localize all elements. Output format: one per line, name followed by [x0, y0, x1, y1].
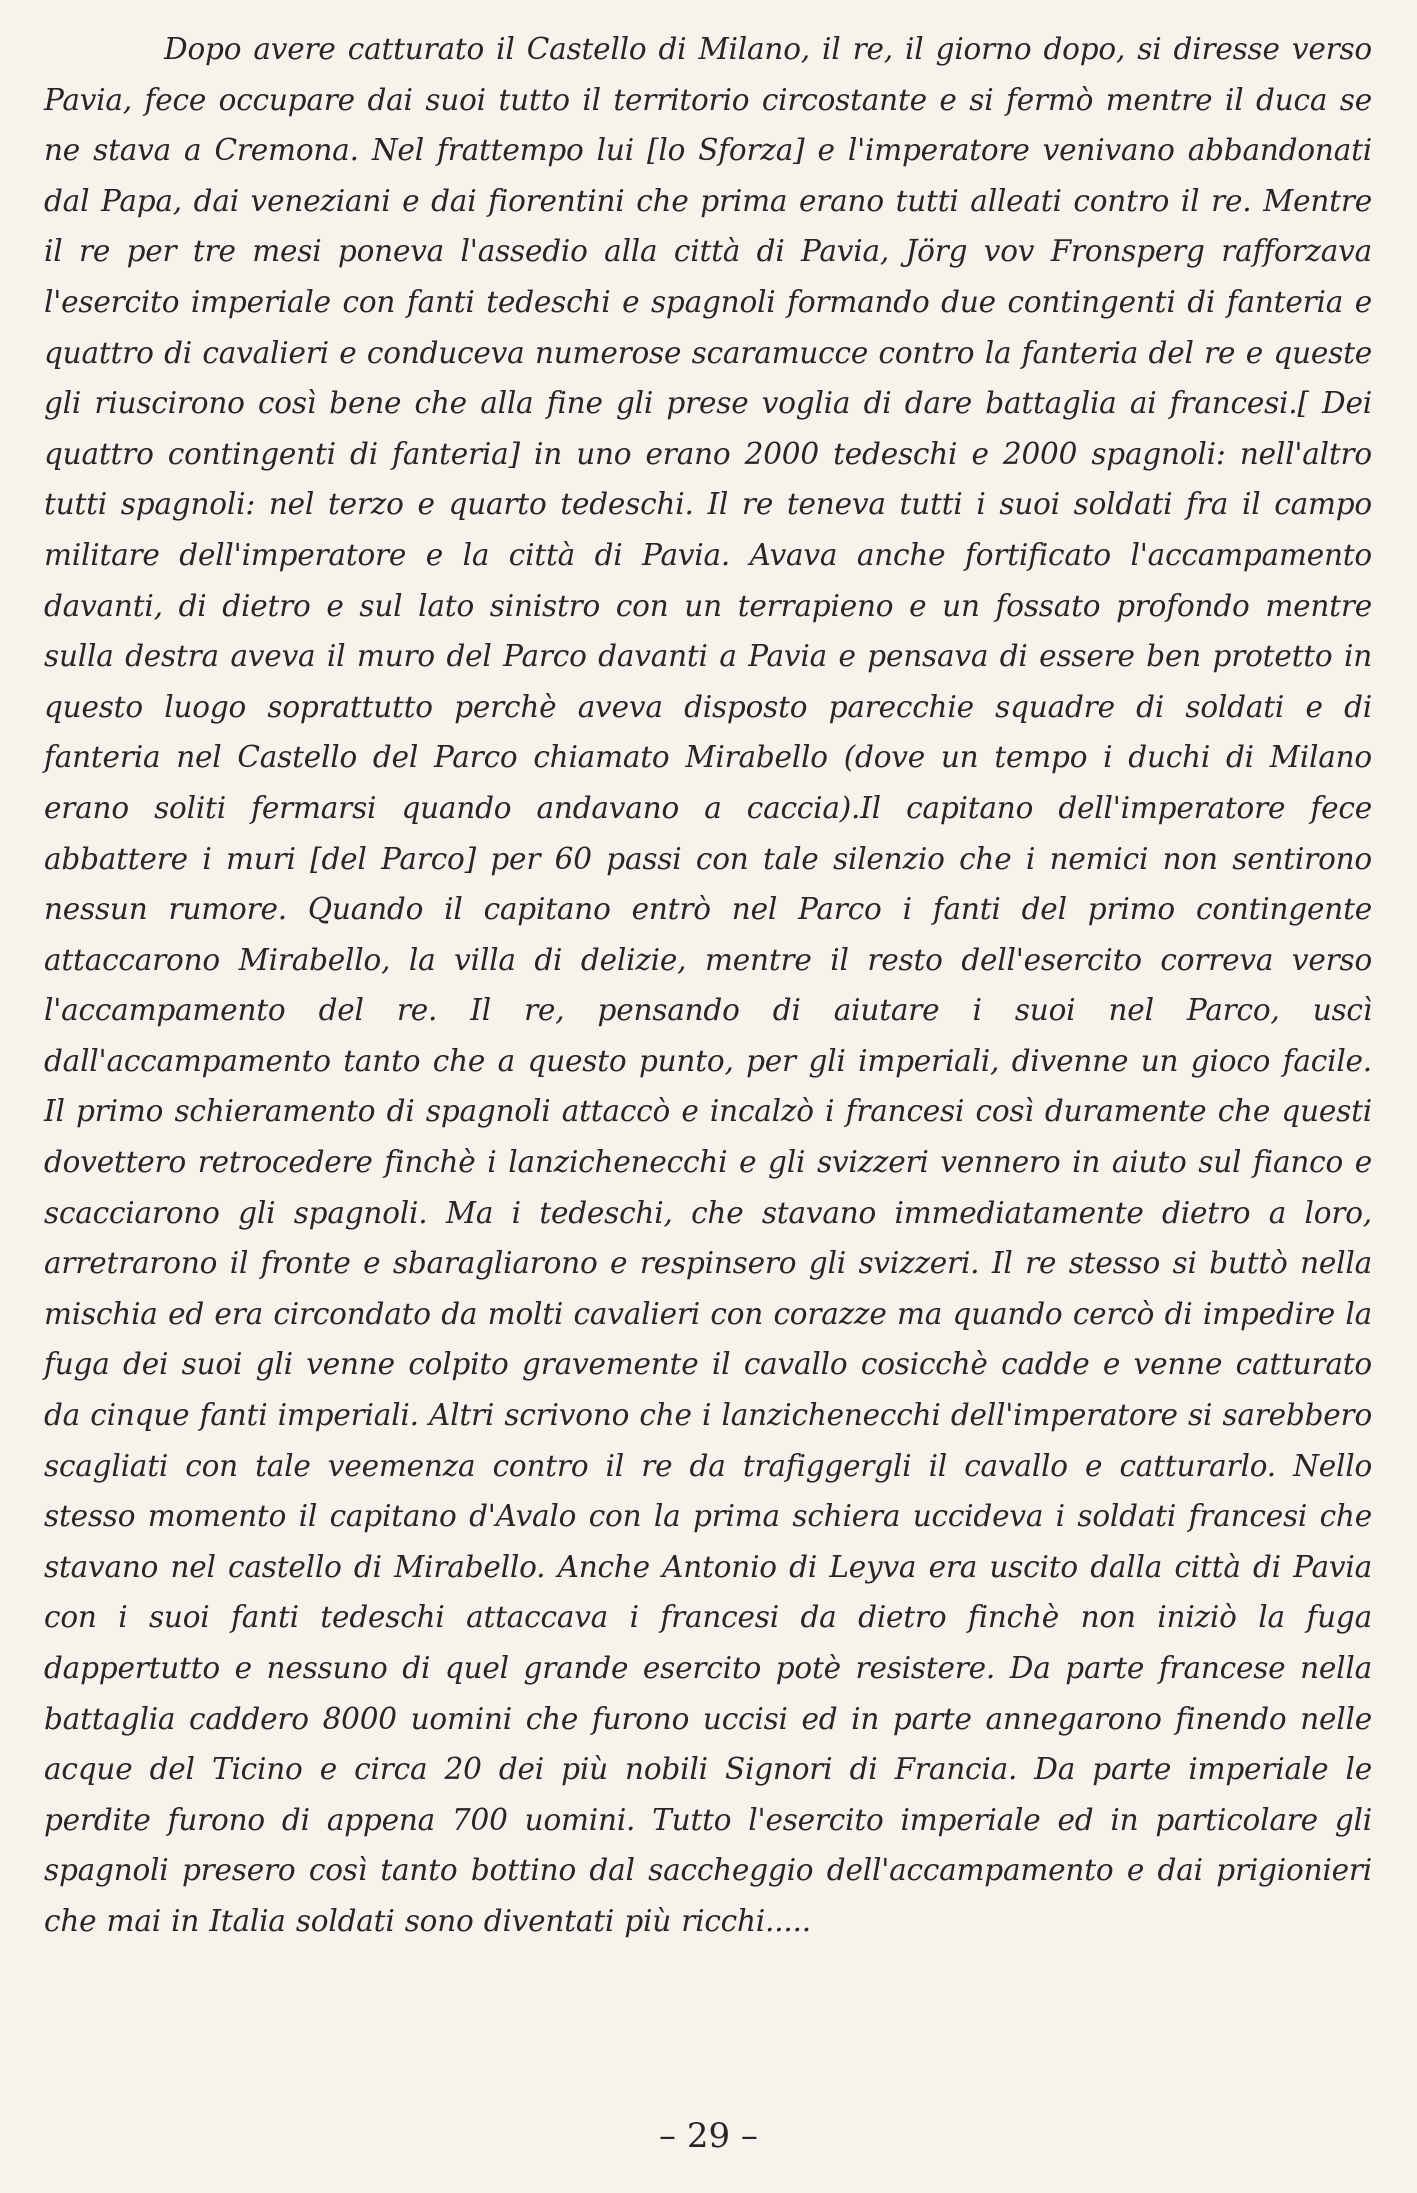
page-number: – 29 –	[659, 2116, 758, 2156]
body-text: Dopo avere catturato il Castello di Milano, il re, il giorno dopo, si diresse verso Pavia, fece occupare dai suoi tutto il territorio circostante e si fermò mentre il duca se ne stava a Cremona. Nel frattempo lui [lo Sforza] e l'imperatore venivano abbandonati dal Papa, dai veneziani e dai fiorentini che prima erano tutti alleati contro il re. Mentre il re per tre mesi poneva l'assedio alla città di Pavia, Jörg vov Fronsperg rafforzava l'esercito imperiale con fanti tedeschi e spagnoli formando due contingenti di fanteria e quattro di cavalieri e conduceva numerose scaramucce contro la fanteria del re e queste gli riuscirono così bene che alla fine gli prese voglia di dare battaglia ai francesi.[ Dei quattro contingenti di fanteria] in uno erano 2000 tedeschi e 2000 spagnoli: nell'altro tutti spagnoli: nel terzo e quarto tedeschi. Il re teneva tutti i suoi soldati fra il campo militare dell'imperatore e la città di Pavia. Avava anche fortificato l'accampamento davanti, di dietro e sul lato sinistro con un terrapieno e un fossato profondo mentre sulla destra aveva il muro del Parco davanti a Pavia e pensava di essere ben protetto in questo luogo soprattutto perchè aveva disposto parecchie squadre di soldati e di fanteria nel Castello del Parco chiamato Mirabello (dove un tempo i duchi di Milano erano soliti fermarsi quando andavano a caccia).Il capitano dell'imperatore fece abbattere i muri [del Parco] per 60 passi con tale silenzio che i nemici non sentirono nessun rumore. Quando il capitano entrò nel Parco i fanti del primo contingente attaccarono Mirabello, la villa di delizie, mentre il resto dell'esercito correva verso l'accampamento del re. Il re, pensando di aiutare i suoi nel Parco, uscì dall'accampamento tanto che a questo punto, per gli imperiali, divenne un gioco facile. Il primo schieramento di spagnoli attaccò e incalzò i francesi così duramente che questi dovettero retrocedere finchè i lanzichenecchi e gli svizzeri vennero in aiuto sul fianco e scacciarono gli spagnoli. Ma i tedeschi, che stavano immediatamente dietro a loro, arretrarono il fronte e sbaragliarono e respinsero gli svizzeri. Il re stesso si buttò nella mischia ed era circondato da molti cavalieri con corazze ma quando cercò di impedire la fuga dei suoi gli venne colpito gravemente il cavallo cosicchè cadde e venne catturato da cinque fanti imperiali. Altri scrivono che i lanzichenecchi dell'imperatore si sarebbero scagliati con tale veemenza contro il re da trafiggergli il cavallo e catturarlo. Nello stesso momento il capitano d'Avalo con la prima schiera uccideva i soldati francesi che stavano nel castello di Mirabello. Anche Antonio di Leyva era uscito dalla città di Pavia con i suoi fanti tedeschi attaccava i francesi da dietro finchè non iniziò la fuga dappertutto e nessuno di quel grande esercito potè resistere. Da parte francese nella battaglia caddero 8000 uomini che furono uccisi ed in parte annegarono finendo nelle acque del Ticino e circa 20 dei più nobili Signori di Francia. Da parte imperiale le perdite furono di appena 700 uomini. Tutto l'esercito imperiale ed in particolare gli spagnoli presero così tanto bottino dal saccheggio dell'accampamento e dai prigionieri che mai in Italia soldati sono diventati più ricchi.....	[44, 32, 1372, 1938]
